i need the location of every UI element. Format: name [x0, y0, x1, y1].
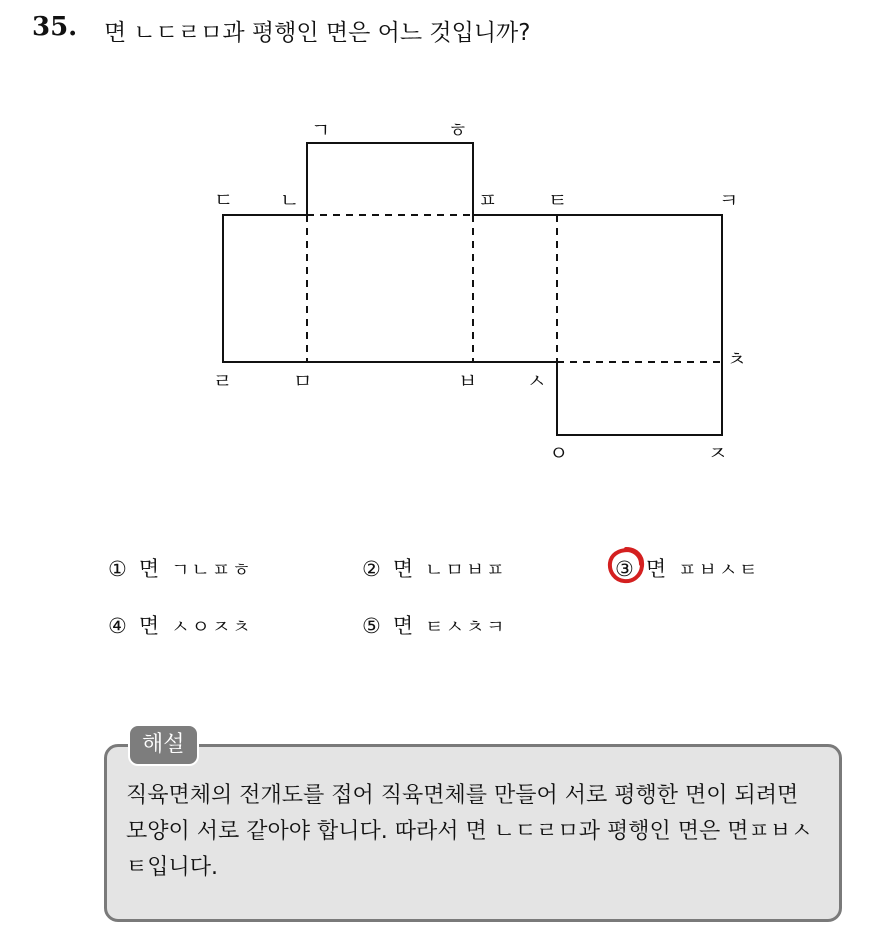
- choice-face: 면: [392, 614, 414, 638]
- vertex-label: ㅊ: [727, 347, 747, 371]
- choice-face: 면: [138, 557, 160, 581]
- explanation-text: 직육면체의 전개도를 접어 직육면체를 만들어 서로 평행한 면이 되려면 모양이 서로 같아야 합니다. 따라서 면 ㄴㄷㄹㅁ과 평행인 면은 면ㅍㅂㅅㅌ입니다.: [126, 783, 813, 880]
- choice-vertices: ㅌㅅㅊㅋ: [425, 616, 507, 638]
- choice-face: 면: [645, 557, 667, 581]
- choice-number: ③: [615, 557, 634, 581]
- choice-number: ④: [108, 614, 127, 638]
- choice-number: ⑤: [362, 614, 381, 638]
- answer-circle-mark: [606, 545, 646, 585]
- vertex-label: ㅍ: [478, 188, 498, 212]
- vertex-label: ㅌ: [548, 188, 568, 212]
- vertex-label: ㄹ: [213, 369, 233, 393]
- choice-5[interactable]: [362, 610, 507, 640]
- choice-vertices: ㅍㅂㅅㅌ: [678, 559, 760, 581]
- choice-vertices: ㅅㅇㅈㅊ: [171, 616, 253, 638]
- vertex-label: ㄷ: [214, 188, 234, 212]
- choice-face: 면: [138, 614, 160, 638]
- vertex-label: ㅁ: [293, 369, 313, 393]
- vertex-label: ㄴ: [280, 188, 300, 212]
- vertex-label: ㅂ: [458, 369, 478, 393]
- choice-number: ①: [108, 557, 127, 581]
- choice-vertices: ㄴㅁㅂㅍ: [425, 559, 507, 581]
- choice-face: 면: [392, 557, 414, 581]
- question-text: 면 ㄴㄷㄹㅁ과 평행인 면은 어느 것입니까?: [104, 20, 531, 46]
- choice-4[interactable]: [108, 610, 253, 640]
- choice-number: ②: [362, 557, 381, 581]
- vertex-label: ㅇ: [549, 441, 569, 465]
- vertex-label: ㅈ: [708, 441, 728, 465]
- explanation-tab: 해설: [128, 724, 199, 766]
- vertex-label: ㅅ: [527, 369, 547, 393]
- question-number: 35.: [32, 12, 78, 42]
- choice-1[interactable]: [108, 553, 253, 583]
- vertex-label: ㅎ: [448, 118, 468, 142]
- vertex-label: ㄱ: [311, 118, 331, 142]
- choice-vertices: ㄱㄴㅍㅎ: [171, 559, 253, 581]
- vertex-label: ㅋ: [719, 188, 739, 212]
- choice-2[interactable]: [362, 553, 507, 583]
